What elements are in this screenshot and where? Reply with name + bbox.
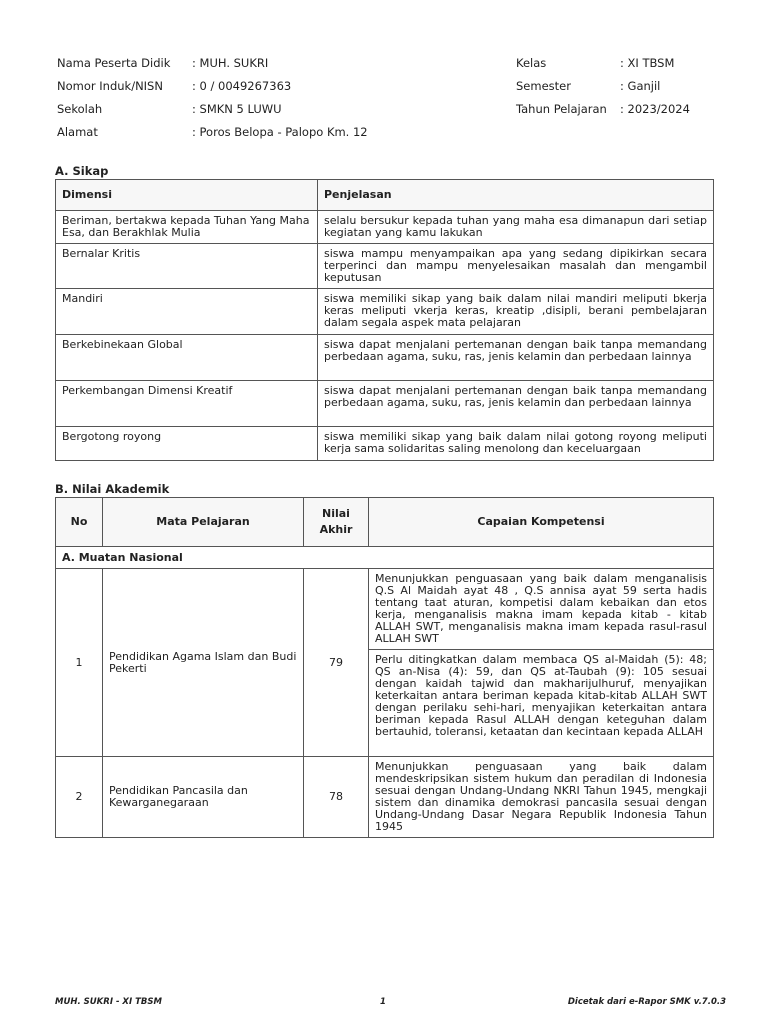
sikap-row (56, 289, 714, 335)
sikap-row (56, 335, 714, 381)
penjelasan-cell: siswa mampu menyampaikan apa yang sedang dipikirkan secara terperinci dan mampu menyelesaikan masalah dan mengambil keputusan (318, 244, 714, 289)
footer-printed-by: Dicetak dari e-Rapor SMK v.7.0.3 (567, 997, 726, 1007)
nilai-header: Nilai Akhir (304, 498, 369, 547)
subject-row (56, 757, 714, 838)
subject-no: 1 (56, 569, 103, 757)
penjelasan-cell: siswa dapat menjalani pertemanan dengan baik tanpa memandang perbedaan agama, suku, ras, jenis kelamin dan perbedaan lainnya (318, 335, 714, 381)
penjelasan-cell: siswa memiliki sikap yang baik dalam nilai gotong royong meliputi kerja sama solidaritas saling menolong dan keceluargaan (318, 427, 714, 461)
subject-name: Pendidikan Pancasila dan Kewarganegaraan (103, 757, 304, 838)
nama-value: : MUH. SUKRI (192, 56, 269, 70)
subject-score: 78 (304, 757, 369, 838)
subject-name: Pendidikan Agama Islam dan Budi Pekerti (103, 569, 304, 757)
alamat-value: : Poros Belopa - Palopo Km. 12 (192, 125, 368, 139)
kelas-label: Kelas (516, 56, 547, 70)
nisn-value: : 0 / 0049267363 (192, 79, 292, 93)
no-header: No (56, 498, 103, 547)
dimensi-header: Dimensi (56, 180, 318, 211)
akademik-header-row (56, 498, 714, 547)
capaian-header: Capaian Kompetensi (369, 498, 714, 547)
dimensi-cell: Bernalar Kritis (56, 244, 318, 289)
student-info (57, 52, 717, 147)
subject-row (56, 569, 714, 650)
dimensi-cell: Bergotong royong (56, 427, 318, 461)
dimensi-cell: Mandiri (56, 289, 318, 335)
sikap-header-row (56, 180, 714, 211)
dimensi-cell: Perkembangan Dimensi Kreatif (56, 381, 318, 427)
mapel-header: Mata Pelajaran (103, 498, 304, 547)
capaian-cell: Perlu ditingkatkan dalam membaca QS al-Maidah (5): 48; QS an-Nisa (4): 59, dan QS at-Taubah (9): 105 sesuai dengan kaidah tajwid dan makharijulhuruf, menyajikan keterkaitan antara beriman kepada kitab-kitab ALLAH SWT dengan perilaku sehi-hari, menyajikan keterkaitan antara beriman kepada Rasul ALLAH dengan keteguhan dalam bertauhid, toleransi, ketaatan dan kecintaan kepada ALLAH (369, 650, 714, 757)
nama-label: Nama Peserta Didik (57, 56, 171, 70)
sikap-row (56, 427, 714, 461)
akademik-table (55, 497, 714, 838)
group-row (56, 547, 714, 569)
muatan-nasional-label: A. Muatan Nasional (56, 547, 714, 569)
footer-page-number: 1 (380, 997, 386, 1007)
sekolah-value: : SMKN 5 LUWU (192, 102, 282, 116)
sikap-row (56, 211, 714, 244)
nisn-label: Nomor Induk/NISN (57, 79, 163, 93)
tahun-value: : 2023/2024 (620, 102, 690, 116)
sikap-section-title: A. Sikap (55, 164, 109, 178)
sikap-table (55, 179, 714, 461)
capaian-cell: Menunjukkan penguasaan yang baik dalam menganalisis Q.S Al Maidah ayat 48 , Q.S annisa ayat 59 serta hadis tentang taat aturan, kompetisi dalam kebaikan dan etos kerja, menganalisis makna imam kepada kitab - kitab ALLAH SWT, menganalisis makna imam kepada rasul-rasul ALLAH SWT (369, 569, 714, 650)
footer-student: MUH. SUKRI - XI TBSM (55, 997, 162, 1007)
alamat-label: Alamat (57, 125, 98, 139)
sekolah-label: Sekolah (57, 102, 103, 116)
sikap-row (56, 381, 714, 427)
kelas-value: : XI TBSM (620, 56, 675, 70)
dimensi-cell: Beriman, bertakwa kepada Tuhan Yang Maha Esa, dan Berakhlak Mulia (56, 211, 318, 244)
semester-label: Semester (516, 79, 571, 93)
tahun-label: Tahun Pelajaran (516, 102, 607, 116)
akademik-section-title: B. Nilai Akademik (55, 482, 170, 496)
penjelasan-cell: siswa dapat menjalani pertemanan dengan baik tanpa memandang perbedaan agama, suku, ras, jenis kelamin dan perbedaan lainnya (318, 381, 714, 427)
subject-no: 2 (56, 757, 103, 838)
sikap-row (56, 244, 714, 289)
subject-score: 79 (304, 569, 369, 757)
dimensi-cell: Berkebinekaan Global (56, 335, 318, 381)
penjelasan-cell: selalu bersukur kepada tuhan yang maha esa dimanapun dari setiap kegiatan yang kamu lakukan (318, 211, 714, 244)
capaian-cell: Menunjukkan penguasaan yang baik dalam mendeskripsikan sistem hukum dan peradilan di Indonesia sesuai dengan Undang-Undang NKRI Tahun 1945, mengkaji sistem dan dinamika demokrasi pancasila sesuai dengan Undang-Undang Dasar Negara Republik Indonesia Tahun 1945 (369, 757, 714, 838)
penjelasan-cell: siswa memiliki sikap yang baik dalam nilai mandiri meliputi bkerja keras meliputi vkerja keras, kreatip ,disipli, berani pembelajaran dalam segala aspek mata pelajaran (318, 289, 714, 335)
penjelasan-header: Penjelasan (318, 180, 714, 211)
semester-value: : Ganjil (620, 79, 661, 93)
